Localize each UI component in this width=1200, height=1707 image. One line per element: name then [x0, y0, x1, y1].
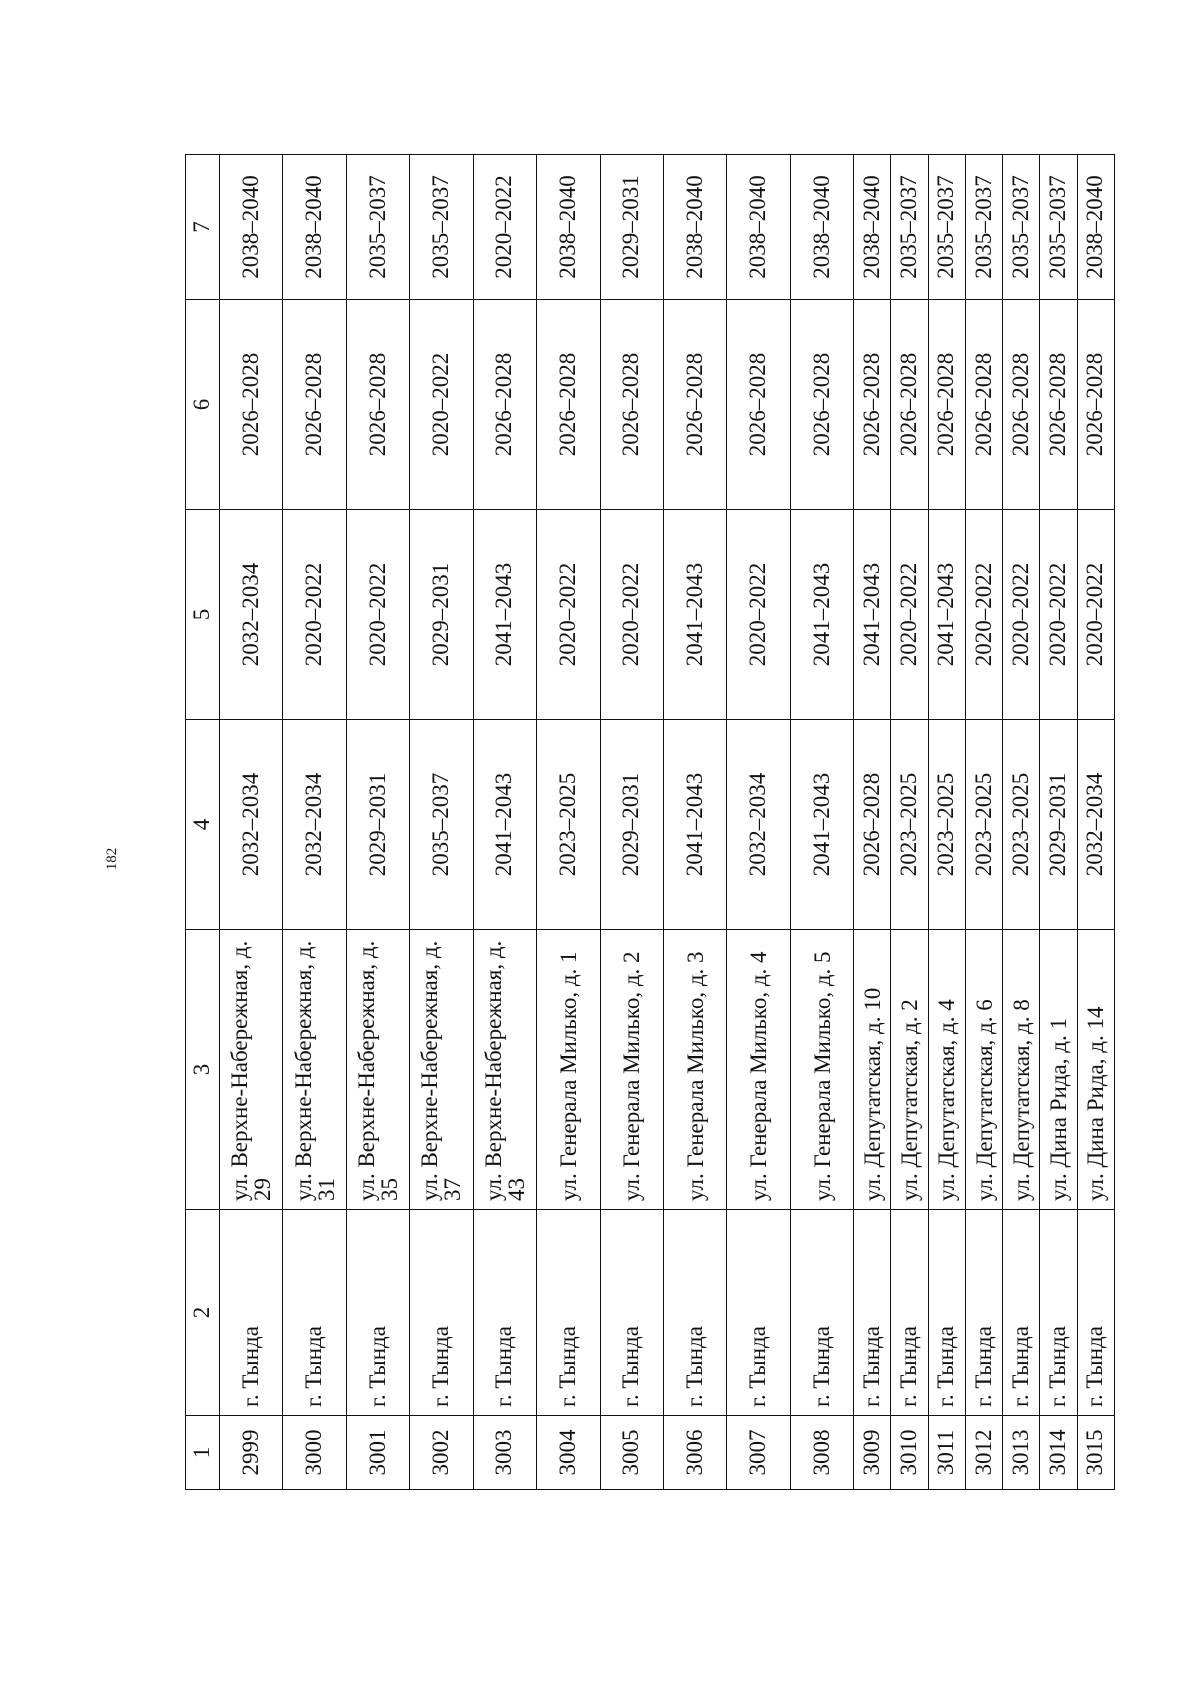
cell-address: ул. Генерала Милько, д. 4 — [727, 930, 790, 1210]
cell-period-col7: 2029–2031 — [600, 155, 663, 300]
cell-period-col7: 2038–2040 — [537, 155, 600, 300]
cell-period-col4: 2029–2031 — [346, 720, 409, 930]
table-row — [410, 155, 473, 1490]
table-row — [537, 155, 600, 1490]
cell-number: 3004 — [537, 1416, 600, 1490]
cell-city: г. Тында — [928, 1210, 965, 1416]
cell-number: 3013 — [1003, 1416, 1040, 1490]
cell-period-col5: 2020–2022 — [891, 510, 928, 720]
cell-city: г. Тында — [790, 1210, 853, 1416]
cell-city: г. Тында — [473, 1210, 536, 1416]
cell-period-col7: 2035–2037 — [410, 155, 473, 300]
cell-period-col7: 2038–2040 — [1077, 155, 1114, 300]
cell-city: г. Тында — [1003, 1210, 1040, 1416]
cell-city: г. Тында — [965, 1210, 1002, 1416]
cell-period-col6: 2026–2028 — [220, 300, 283, 510]
cell-address: ул. Депутатская, д. 10 — [854, 930, 891, 1210]
cell-city: г. Тында — [410, 1210, 473, 1416]
cell-period-col5: 2041–2043 — [790, 510, 853, 720]
cell-period-col4: 2032–2034 — [727, 720, 790, 930]
table-row — [1077, 155, 1114, 1490]
table-row — [790, 155, 853, 1490]
cell-address: ул. Дина Рида, д. 14 — [1077, 930, 1114, 1210]
cell-period-col5: 2041–2043 — [473, 510, 536, 720]
cell-period-col7: 2038–2040 — [663, 155, 726, 300]
header-cell: 4 — [186, 720, 220, 930]
cell-number: 3015 — [1077, 1416, 1114, 1490]
cell-period-col4: 2041–2043 — [790, 720, 853, 930]
cell-period-col4: 2032–2034 — [283, 720, 346, 930]
cell-period-col5: 2020–2022 — [727, 510, 790, 720]
cell-period-col6: 2026–2028 — [1077, 300, 1114, 510]
cell-period-col5: 2020–2022 — [346, 510, 409, 720]
cell-number: 3006 — [663, 1416, 726, 1490]
cell-period-col6: 2026–2028 — [727, 300, 790, 510]
cell-period-col6: 2026–2028 — [790, 300, 853, 510]
cell-period-col7: 2038–2040 — [790, 155, 853, 300]
table-row — [727, 155, 790, 1490]
table-row — [1040, 155, 1077, 1490]
header-cell: 1 — [186, 1416, 220, 1490]
table-row — [473, 155, 536, 1490]
cell-address: ул. Верхне-Набережная, д. 29 — [220, 930, 283, 1210]
cell-period-col7: 2035–2037 — [1003, 155, 1040, 300]
cell-period-col6: 2026–2028 — [537, 300, 600, 510]
cell-city: г. Тында — [1077, 1210, 1114, 1416]
cell-address: ул. Депутатская, д. 4 — [928, 930, 965, 1210]
cell-period-col4: 2023–2025 — [537, 720, 600, 930]
cell-period-col5: 2020–2022 — [1040, 510, 1077, 720]
header-cell: 3 — [186, 930, 220, 1210]
cell-number: 3008 — [790, 1416, 853, 1490]
cell-address: ул. Генерала Милько, д. 1 — [537, 930, 600, 1210]
cell-period-col6: 2026–2028 — [283, 300, 346, 510]
cell-number: 3001 — [346, 1416, 409, 1490]
cell-period-col4: 2026–2028 — [854, 720, 891, 930]
cell-city: г. Тында — [537, 1210, 600, 1416]
cell-period-col4: 2023–2025 — [891, 720, 928, 930]
cell-period-col5: 2020–2022 — [600, 510, 663, 720]
cell-period-col7: 2038–2040 — [220, 155, 283, 300]
cell-city: г. Тында — [283, 1210, 346, 1416]
cell-address: ул. Генерала Милько, д. 2 — [600, 930, 663, 1210]
cell-number: 3010 — [891, 1416, 928, 1490]
cell-period-col5: 2029–2031 — [410, 510, 473, 720]
cell-period-col6: 2026–2028 — [1040, 300, 1077, 510]
cell-number: 3000 — [283, 1416, 346, 1490]
cell-address: ул. Верхне-Набережная, д. 43 — [473, 930, 536, 1210]
schedule-table — [185, 154, 1115, 1490]
cell-period-col4: 2041–2043 — [663, 720, 726, 930]
cell-period-col4: 2023–2025 — [1003, 720, 1040, 930]
cell-period-col5: 2020–2022 — [537, 510, 600, 720]
cell-period-col7: 2035–2037 — [891, 155, 928, 300]
cell-city: г. Тында — [891, 1210, 928, 1416]
cell-address: ул. Верхне-Набережная, д. 37 — [410, 930, 473, 1210]
table-body — [220, 155, 1115, 1490]
cell-number: 3011 — [928, 1416, 965, 1490]
cell-period-col5: 2041–2043 — [928, 510, 965, 720]
header-cell: 7 — [186, 155, 220, 300]
cell-period-col5: 2020–2022 — [1003, 510, 1040, 720]
header-row — [186, 155, 220, 1490]
table-row — [346, 155, 409, 1490]
table-row — [928, 155, 965, 1490]
cell-period-col7: 2038–2040 — [727, 155, 790, 300]
cell-number: 3003 — [473, 1416, 536, 1490]
cell-period-col4: 2023–2025 — [965, 720, 1002, 930]
cell-period-col6: 2026–2028 — [346, 300, 409, 510]
cell-number: 3012 — [965, 1416, 1002, 1490]
cell-address: ул. Депутатская, д. 2 — [891, 930, 928, 1210]
cell-address: ул. Дина Рида, д. 1 — [1040, 930, 1077, 1210]
table-row — [283, 155, 346, 1490]
table-row — [891, 155, 928, 1490]
cell-period-col6: 2026–2028 — [600, 300, 663, 510]
cell-period-col6: 2026–2028 — [1003, 300, 1040, 510]
page-number: 182 — [104, 847, 120, 871]
cell-period-col7: 2035–2037 — [965, 155, 1002, 300]
cell-city: г. Тында — [727, 1210, 790, 1416]
table-row — [600, 155, 663, 1490]
cell-period-col7: 2038–2040 — [283, 155, 346, 300]
cell-number: 3005 — [600, 1416, 663, 1490]
cell-period-col4: 2032–2034 — [1077, 720, 1114, 930]
cell-period-col4: 2032–2034 — [220, 720, 283, 930]
cell-period-col5: 2020–2022 — [965, 510, 1002, 720]
cell-period-col7: 2035–2037 — [1040, 155, 1077, 300]
cell-period-col4: 2041–2043 — [473, 720, 536, 930]
cell-period-col5: 2020–2022 — [283, 510, 346, 720]
cell-period-col6: 2026–2028 — [663, 300, 726, 510]
cell-city: г. Тында — [1040, 1210, 1077, 1416]
cell-address: ул. Депутатская, д. 6 — [965, 930, 1002, 1210]
cell-period-col6: 2026–2028 — [891, 300, 928, 510]
cell-period-col4: 2029–2031 — [1040, 720, 1077, 930]
cell-period-col6: 2026–2028 — [473, 300, 536, 510]
table-row — [220, 155, 283, 1490]
cell-period-col6: 2026–2028 — [928, 300, 965, 510]
cell-city: г. Тында — [854, 1210, 891, 1416]
cell-city: г. Тында — [663, 1210, 726, 1416]
cell-period-col6: 2026–2028 — [854, 300, 891, 510]
cell-number: 3002 — [410, 1416, 473, 1490]
cell-number: 3009 — [854, 1416, 891, 1490]
header-cell: 5 — [186, 510, 220, 720]
cell-period-col5: 2041–2043 — [663, 510, 726, 720]
table-row — [854, 155, 891, 1490]
cell-period-col7: 2035–2037 — [346, 155, 409, 300]
header-cell: 6 — [186, 300, 220, 510]
cell-address: ул. Генерала Милько, д. 5 — [790, 930, 853, 1210]
table-row — [663, 155, 726, 1490]
cell-period-col5: 2020–2022 — [1077, 510, 1114, 720]
cell-period-col5: 2041–2043 — [854, 510, 891, 720]
cell-number: 3014 — [1040, 1416, 1077, 1490]
cell-period-col6: 2026–2028 — [965, 300, 1002, 510]
cell-city: г. Тында — [600, 1210, 663, 1416]
cell-period-col5: 2032–2034 — [220, 510, 283, 720]
schedule-table-rotated — [185, 155, 1115, 1490]
cell-number: 2999 — [220, 1416, 283, 1490]
cell-period-col4: 2023–2025 — [928, 720, 965, 930]
table-row — [1003, 155, 1040, 1490]
cell-period-col7: 2038–2040 — [854, 155, 891, 300]
cell-period-col7: 2035–2037 — [928, 155, 965, 300]
cell-address: ул. Генерала Милько, д. 3 — [663, 930, 726, 1210]
cell-number: 3007 — [727, 1416, 790, 1490]
cell-address: ул. Депутатская, д. 8 — [1003, 930, 1040, 1210]
table-row — [965, 155, 1002, 1490]
cell-period-col7: 2020–2022 — [473, 155, 536, 300]
cell-period-col4: 2029–2031 — [600, 720, 663, 930]
cell-period-col4: 2035–2037 — [410, 720, 473, 930]
cell-city: г. Тында — [220, 1210, 283, 1416]
header-cell: 2 — [186, 1210, 220, 1416]
cell-address: ул. Верхне-Набережная, д. 31 — [283, 930, 346, 1210]
cell-address: ул. Верхне-Набережная, д. 35 — [346, 930, 409, 1210]
cell-city: г. Тында — [346, 1210, 409, 1416]
cell-period-col6: 2020–2022 — [410, 300, 473, 510]
